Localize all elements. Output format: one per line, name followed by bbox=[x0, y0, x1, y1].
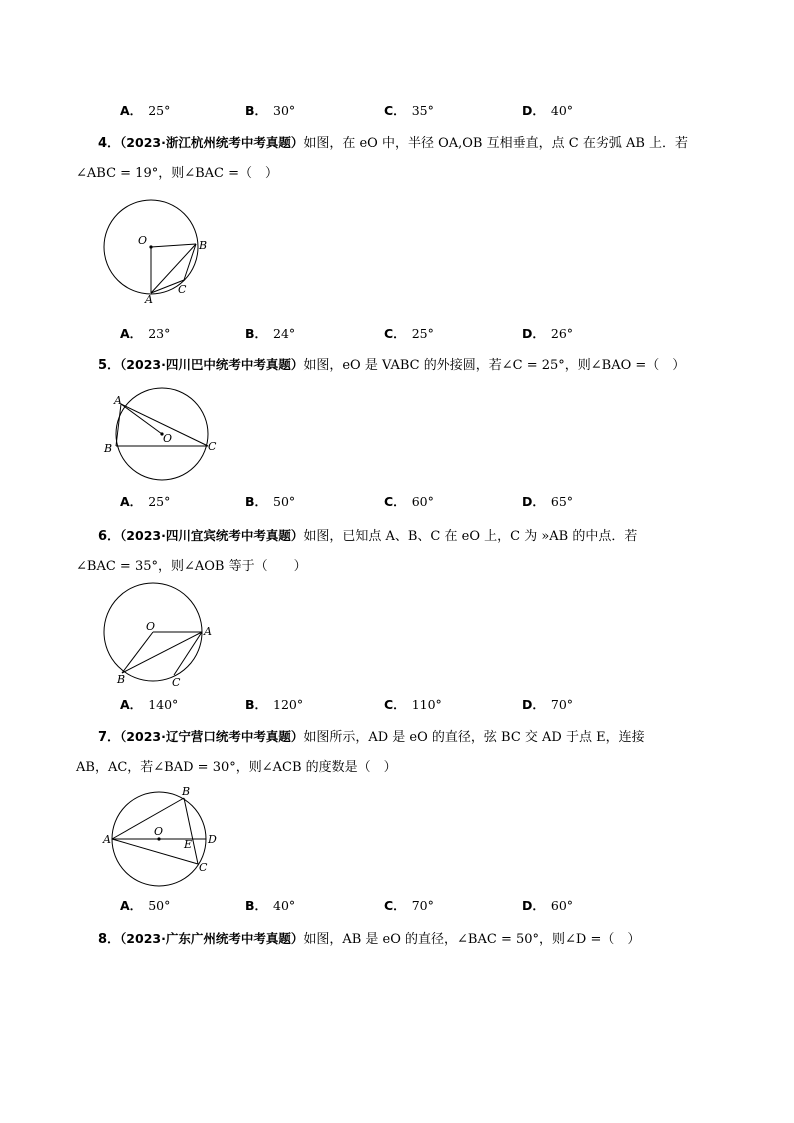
q4-option-b: B． 24° bbox=[245, 326, 296, 341]
q3-option-c: C． 35° bbox=[384, 103, 434, 118]
q6-source: （2023·四川宜宾统考中考真题） bbox=[120, 528, 304, 543]
q5-option-a: A． 25° bbox=[120, 494, 171, 509]
q8-line1 bbox=[98, 930, 640, 949]
q7-source: （2023·辽宁营口统考中考真题） bbox=[120, 729, 304, 744]
q4-label-a: A bbox=[145, 293, 153, 306]
q5-label-b: B bbox=[104, 442, 113, 455]
q8-source: （2023·广东广州统考中考真题） bbox=[120, 931, 304, 946]
q6-label-b: B bbox=[117, 673, 126, 686]
q4-option-d: D． 26° bbox=[522, 326, 574, 341]
q7-label-e: E bbox=[184, 838, 193, 851]
q5-option-b: B． 50° bbox=[245, 494, 296, 509]
q6-text1: 如图，已知点 A、B、C 在 eO 上，C 为 »AB 的中点．若 bbox=[303, 529, 638, 544]
q7-label-d: D bbox=[208, 833, 217, 846]
q7-line1 bbox=[98, 728, 645, 747]
q8-text1: 如图，AB 是 eO 的直径，∠BAC = 50°，则∠D =（ ） bbox=[303, 932, 641, 947]
q7-label-a: A bbox=[103, 833, 111, 846]
q3-option-d: D． 40° bbox=[522, 103, 574, 118]
q3-option-b: B． 30° bbox=[245, 103, 296, 118]
q6-label-a: A bbox=[204, 625, 212, 638]
q5-label-o: O bbox=[163, 432, 173, 445]
q7-figure bbox=[100, 784, 225, 892]
q6-option-b: B． 120° bbox=[245, 697, 304, 712]
q6-number: 6． bbox=[98, 529, 121, 544]
q5-figure bbox=[100, 386, 225, 486]
q4-number: 4． bbox=[98, 136, 121, 151]
q5-text1: 如图，eO 是 VABC 的外接圆，若∠C = 25°，则∠BAO =（ ） bbox=[303, 358, 686, 373]
q4-label-b: B bbox=[199, 239, 208, 252]
q5-label-c: C bbox=[208, 440, 217, 453]
q4-option-c: C． 25° bbox=[384, 326, 434, 341]
q4-source: （2023·浙江杭州统考中考真题） bbox=[120, 135, 304, 150]
q3-option-a: A． 25° bbox=[120, 103, 171, 118]
q7-line2: AB，AC，若∠BAD = 30°，则∠ACB 的度数是（ ） bbox=[76, 760, 397, 775]
q7-label-o: O bbox=[154, 825, 164, 838]
q7-option-d: D． 60° bbox=[522, 898, 574, 913]
q4-option-a: A． 23° bbox=[120, 326, 171, 341]
q4-line1 bbox=[98, 134, 688, 153]
q4-figure bbox=[98, 196, 218, 306]
q8-number: 8． bbox=[98, 932, 121, 947]
q4-label-o: O bbox=[138, 234, 148, 247]
q5-option-c: C． 60° bbox=[384, 494, 434, 509]
q6-option-c: C． 110° bbox=[384, 697, 442, 712]
q7-label-c: C bbox=[199, 861, 208, 874]
q6-option-d: D． 70° bbox=[522, 697, 574, 712]
q7-number: 7． bbox=[98, 730, 121, 745]
q5-line1 bbox=[98, 356, 685, 375]
q4-label-c: C bbox=[178, 283, 187, 296]
q7-option-c: C． 70° bbox=[384, 898, 434, 913]
q6-line1 bbox=[98, 527, 637, 546]
q6-figure bbox=[100, 582, 220, 690]
q6-line2: ∠BAC = 35°，则∠AOB 等于（ ） bbox=[76, 559, 307, 574]
q6-label-c: C bbox=[172, 676, 181, 689]
q7-option-b: B． 40° bbox=[245, 898, 296, 913]
q6-label-o: O bbox=[146, 620, 156, 633]
q5-label-a: A bbox=[114, 394, 122, 407]
q5-option-d: D． 65° bbox=[522, 494, 574, 509]
q7-label-b: B bbox=[182, 785, 191, 798]
q4-line2: ∠ABC = 19°，则∠BAC =（ ） bbox=[76, 166, 279, 181]
q7-text1: 如图所示，AD 是 eO 的直径，弦 BC 交 AD 于点 E，连接 bbox=[303, 730, 645, 745]
q4-text1: 如图，在 eO 中，半径 OA,OB 互相垂直，点 C 在劣弧 AB 上．若 bbox=[303, 136, 689, 151]
q7-option-a: A． 50° bbox=[120, 898, 171, 913]
q6-option-a: A． 140° bbox=[120, 697, 179, 712]
q5-number: 5． bbox=[98, 358, 121, 373]
q5-source: （2023·四川巴中统考中考真题） bbox=[120, 357, 304, 372]
